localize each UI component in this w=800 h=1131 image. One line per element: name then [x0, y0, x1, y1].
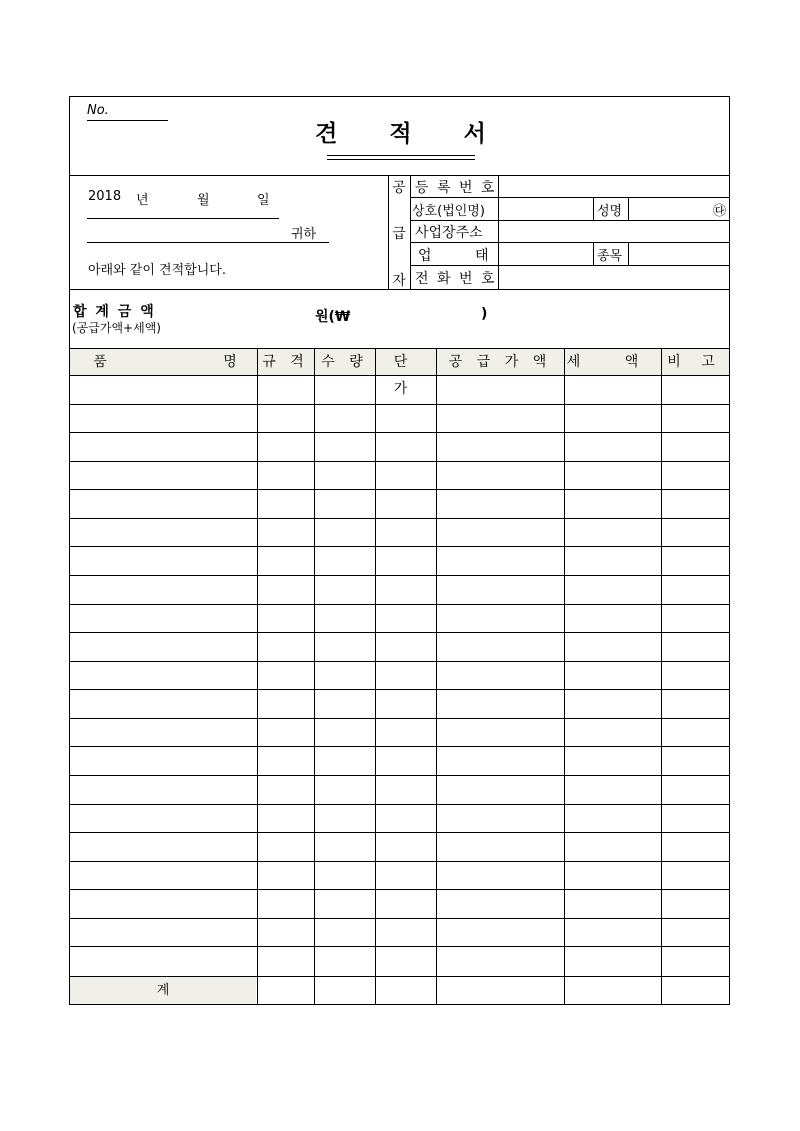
business-type-field[interactable] — [499, 243, 593, 265]
recipient-suffix: 귀하 — [291, 227, 317, 242]
year-value: 2018 — [88, 189, 122, 204]
divider — [70, 289, 729, 290]
total-amount-field[interactable] — [360, 303, 475, 323]
day-unit: 일 — [257, 193, 270, 208]
column-line — [564, 349, 565, 1004]
year-unit: 년 — [136, 193, 149, 208]
table-row[interactable] — [70, 576, 729, 605]
phone-field[interactable] — [499, 266, 729, 288]
supplier-side-label: 급 — [392, 226, 406, 242]
quotation-form — [69, 96, 730, 1005]
table-row[interactable] — [70, 862, 729, 891]
header-qty: 수 량 — [321, 354, 368, 370]
column-line — [436, 349, 437, 1004]
reg-no-label: 등 록 번 호 — [415, 180, 497, 196]
reg-no-field[interactable] — [499, 176, 729, 197]
business-type-label: 태 — [475, 248, 489, 264]
intro-text: 아래와 같이 견적합니다. — [88, 263, 226, 278]
supplier-side-label: 공 — [392, 180, 406, 196]
name-field[interactable] — [629, 198, 709, 220]
business-type-label: 업 — [418, 248, 432, 264]
item-field[interactable] — [629, 243, 729, 265]
recipient-line[interactable] — [87, 242, 329, 243]
table-row[interactable] — [70, 719, 729, 748]
table-row[interactable] — [70, 662, 729, 691]
address-field[interactable] — [499, 221, 729, 242]
total-amount-sublabel: (공급가액+세액) — [72, 321, 161, 335]
total-won-prefix: 원(₩ — [315, 309, 351, 325]
header-spec: 규 격 — [262, 354, 309, 370]
table-row[interactable] — [70, 462, 729, 491]
header-supply-amount: 공 급 가 액 — [448, 354, 552, 370]
company-field[interactable] — [499, 198, 593, 220]
table-row[interactable] — [70, 490, 729, 519]
title-underline — [327, 155, 475, 156]
table-row[interactable] — [70, 405, 729, 434]
table-row[interactable] — [70, 919, 729, 948]
document-number-label: No. — [87, 103, 109, 118]
table-header-line — [70, 375, 729, 376]
table-row[interactable] — [70, 547, 729, 576]
date-line — [87, 218, 279, 219]
table-row[interactable] — [70, 776, 729, 805]
table-row[interactable] — [70, 947, 729, 976]
table-row[interactable] — [70, 747, 729, 776]
table-row[interactable] — [70, 805, 729, 834]
supplier-border — [410, 175, 411, 289]
company-label: 상호(법인명) — [412, 204, 485, 219]
supplier-side-label: 자 — [392, 273, 406, 289]
column-line — [314, 349, 315, 1004]
total-amount-label: 합 계 금 액 — [73, 304, 156, 320]
header-note: 비 고 — [667, 354, 723, 370]
page-title: 견 적 서 — [315, 121, 508, 147]
total-won-suffix: ) — [481, 306, 488, 322]
header-item: 명 — [223, 354, 237, 370]
table-row[interactable] — [70, 633, 729, 662]
supplier-border — [593, 243, 594, 265]
item-label: 종목 — [597, 249, 623, 264]
table-row[interactable] — [70, 690, 729, 719]
header-item: 품 — [93, 354, 107, 370]
column-line — [375, 349, 376, 1004]
table-row[interactable] — [70, 433, 729, 462]
address-label: 사업장주소 — [415, 225, 483, 241]
sum-row-label: 계 — [156, 983, 170, 998]
phone-label: 전 화 번 호 — [415, 271, 497, 287]
header-tax: 세 액 — [566, 354, 659, 370]
table-row[interactable] — [70, 833, 729, 862]
table-row[interactable] — [70, 376, 729, 405]
header-unit-price: 단 가 — [393, 354, 418, 397]
column-line — [257, 349, 258, 1004]
supplier-border — [593, 198, 594, 220]
title-underline — [327, 159, 475, 160]
table-row[interactable] — [70, 519, 729, 548]
month-unit: 월 — [197, 193, 210, 208]
table-row[interactable] — [70, 890, 729, 919]
table-row[interactable] — [70, 605, 729, 634]
column-line — [661, 349, 662, 1004]
name-label: 성명 — [597, 204, 623, 219]
seal-mark: ㉰ — [713, 204, 727, 219]
